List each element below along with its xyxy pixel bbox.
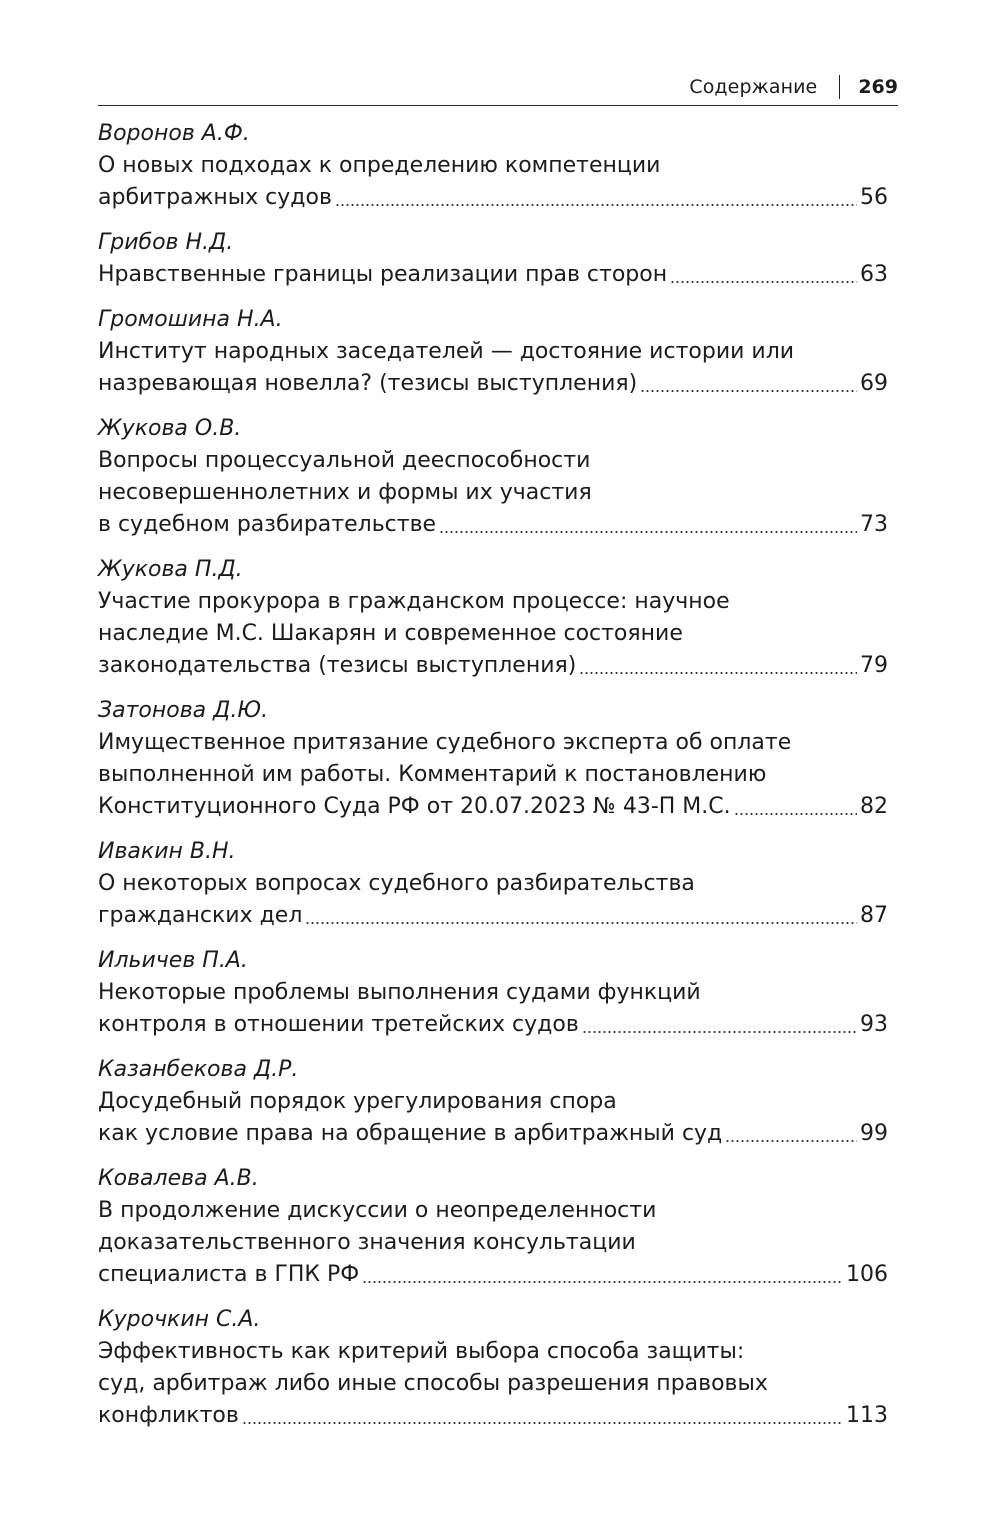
toc-entry-title-line: несовершеннолетних и формы их участия <box>98 480 592 505</box>
toc-entry-title-line: Имущественное притязание судебного эксперта об оплате <box>98 730 792 755</box>
toc-entry-title-line: назревающая новелла? (тезисы выступления) <box>98 371 638 396</box>
toc-entry <box>98 945 888 1041</box>
dot-leader <box>439 514 857 534</box>
toc-entry-author: Грибов Н.Д. <box>98 230 234 255</box>
header-separator <box>839 75 840 99</box>
toc-entry-title-line: В продолжение дискуссии о неопределенности <box>98 1198 657 1223</box>
toc-entry-page: 63 <box>860 262 888 287</box>
dot-leader <box>242 1405 843 1425</box>
dot-leader <box>640 373 857 393</box>
toc-entry-page: 56 <box>860 185 888 210</box>
toc-entry-author: Ивакин В.Н. <box>98 839 236 864</box>
dot-leader <box>579 655 857 675</box>
toc-entry-title-line: Нравственные границы реализации прав сторон <box>98 262 668 287</box>
toc-entry-last-line <box>98 259 888 291</box>
toc-entry <box>98 554 888 682</box>
dot-leader <box>335 187 857 207</box>
dot-leader <box>734 796 857 816</box>
toc-entry-title-line: Вопросы процессуальной дееспособности <box>98 448 591 473</box>
toc-entry <box>98 118 888 214</box>
toc-entry-author: Жукова О.В. <box>98 416 242 441</box>
toc-entry-title-line: суд, арбитраж либо иные способы разрешения правовых <box>98 1371 768 1396</box>
toc-entry <box>98 695 888 823</box>
toc-entry-title-line: наследие М.С. Шакарян и современное состояние <box>98 621 683 646</box>
toc-entry-title-line: Конституционного Суда РФ от 20.07.2023 № 43-П М.С. <box>98 794 731 819</box>
toc-entry-last-line <box>98 791 888 823</box>
dot-leader <box>670 264 857 284</box>
running-header-title: Содержание <box>689 76 818 98</box>
toc-entry-title-line: законодательства (тезисы выступления) <box>98 653 577 678</box>
toc-entry-author: Курочкин С.А. <box>98 1307 261 1332</box>
header-rule <box>98 105 898 106</box>
toc-entry-title-line: выполненной им работы. Комментарий к постановлению <box>98 762 767 787</box>
dot-leader <box>582 1014 857 1034</box>
toc-entry-title-line: контроля в отношении третейских судов <box>98 1012 579 1037</box>
dot-leader <box>362 1264 843 1284</box>
toc-entry <box>98 227 888 291</box>
toc-entry-page: 69 <box>860 371 888 396</box>
toc-entry-last-line <box>98 650 888 682</box>
toc-entry <box>98 836 888 932</box>
toc-entry-title-line: арбитражных судов <box>98 185 332 210</box>
toc-entry-last-line <box>98 900 888 932</box>
toc-entry <box>98 1054 888 1150</box>
toc-entry-last-line <box>98 1259 888 1291</box>
toc-entry <box>98 304 888 400</box>
toc-entry-last-line <box>98 1009 888 1041</box>
table-of-contents <box>98 118 888 1445</box>
toc-entry-title-line: О новых подходах к определению компетенции <box>98 153 661 178</box>
toc-entry-page: 82 <box>860 794 888 819</box>
toc-entry <box>98 1163 888 1291</box>
toc-entry-last-line <box>98 509 888 541</box>
toc-entry-title-line: Эффективность как критерий выбора способа защиты: <box>98 1339 745 1364</box>
toc-entry-title-line: доказательственного значения консультации <box>98 1230 636 1255</box>
toc-entry-title-line: О некоторых вопросах судебного разбирательства <box>98 871 695 896</box>
toc-entry-page: 113 <box>846 1403 888 1428</box>
dot-leader <box>305 905 857 925</box>
toc-entry-page: 87 <box>860 903 888 928</box>
dot-leader <box>725 1123 857 1143</box>
toc-entry-title-line: Участие прокурора в гражданском процессе: научное <box>98 589 730 614</box>
toc-entry-last-line <box>98 182 888 214</box>
toc-entry <box>98 1304 888 1432</box>
toc-entry-title-line: Институт народных заседателей — достояние истории или <box>98 339 795 364</box>
toc-entry-page: 93 <box>860 1012 888 1037</box>
toc-entry-title-line: Некоторые проблемы выполнения судами функций <box>98 980 701 1005</box>
toc-entry-title-line: гражданских дел <box>98 903 303 928</box>
toc-entry-author: Казанбекова Д.Р. <box>98 1057 299 1082</box>
toc-entry-last-line <box>98 1118 888 1150</box>
toc-entry-last-line <box>98 368 888 400</box>
toc-entry-author: Ковалева А.В. <box>98 1166 259 1191</box>
page-number: 269 <box>858 76 898 98</box>
toc-entry-title-line: как условие права на обращение в арбитражный суд <box>98 1121 723 1146</box>
toc-entry-title-line: специалиста в ГПК РФ <box>98 1262 360 1287</box>
running-header <box>98 72 898 104</box>
toc-entry-author: Воронов А.Ф. <box>98 121 250 146</box>
toc-entry-title-line: конфликтов <box>98 1403 239 1428</box>
toc-entry-last-line <box>98 1400 888 1432</box>
toc-entry-title-line: в судебном разбирательстве <box>98 512 437 537</box>
toc-entry-page: 99 <box>860 1121 888 1146</box>
toc-entry-author: Громошина Н.А. <box>98 307 283 332</box>
toc-entry-author: Затонова Д.Ю. <box>98 698 269 723</box>
toc-entry-page: 106 <box>846 1262 888 1287</box>
toc-entry-page: 79 <box>860 653 888 678</box>
toc-entry-author: Жукова П.Д. <box>98 557 243 582</box>
toc-entry <box>98 413 888 541</box>
toc-entry-page: 73 <box>860 512 888 537</box>
toc-entry-author: Ильичев П.А. <box>98 948 248 973</box>
toc-entry-title-line: Досудебный порядок урегулирования спора <box>98 1089 617 1114</box>
